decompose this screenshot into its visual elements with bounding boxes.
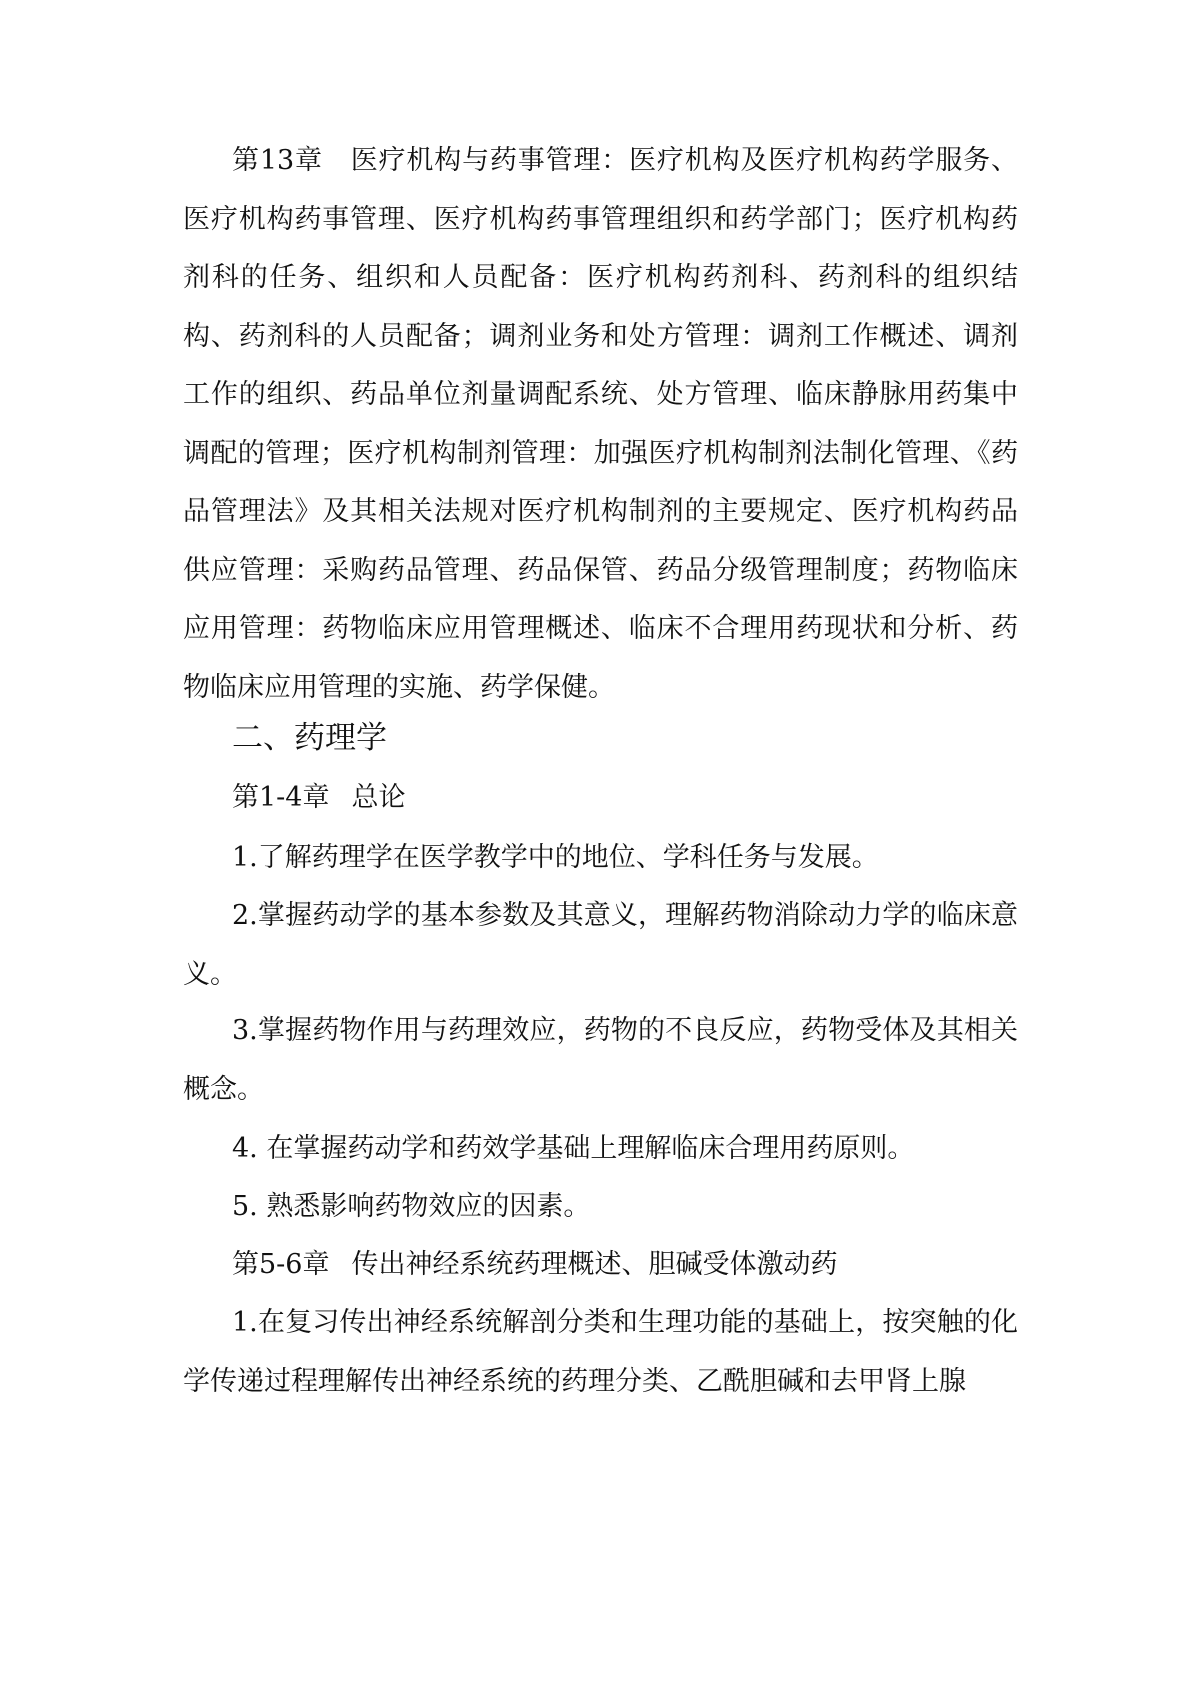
chapter-1-4-label: 第1-4章 bbox=[232, 782, 330, 813]
chapter-5-6-label: 第5-6章 bbox=[232, 1249, 330, 1280]
list-item-4: 4. 在掌握药动学和药效学基础上理解临床合理用药原则。 bbox=[232, 1133, 915, 1164]
chapter-1-4-heading bbox=[232, 769, 405, 828]
list-item-1: 1.了解药理学在医学教学中的地位、学科任务与发展。 bbox=[232, 842, 879, 873]
chapter-1-4-title: 总论 bbox=[351, 782, 406, 813]
list-item-2: 2.掌握药动学的基本参数及其意义，理解药物消除动力学的临床意义。 bbox=[183, 900, 1018, 990]
chapter-13-paragraph: 第13章 医疗机构与药事管理：医疗机构及医疗机构药学服务、医疗机构药事管理、医疗机构药事管理组织和药学部门；医疗机构药剂科的任务、组织和人员配备：医疗机构药剂科、药剂科的组织结构、药剂科的人员配备；调剂业务和处方管理：调剂工作概述、调剂工作的组织、药品单位剂量调配系统、处方管理、临床静脉用药集中调配的管理；医疗机构制剂管理：加强医疗机构制剂法制化管理、《药品管理法》及其相关法规对医疗机构制剂的主要规定、医疗机构药品供应管理：采购药品管理、药品保管、药品分级管理制度；药物临床应用管理：药物临床应用管理概述、临床不合理用药现状和分析、药物临床应用管理的实施、药学保健。 bbox=[183, 145, 1018, 703]
list-item-5: 5. 熟悉影响药物效应的因素。 bbox=[232, 1191, 591, 1222]
list-item-3: 3.掌握药物作用与药理效应，药物的不良反应，药物受体及其相关概念。 bbox=[183, 1015, 1018, 1105]
document-page bbox=[183, 0, 1018, 1684]
section-heading: 二、药理学 bbox=[232, 720, 387, 756]
chapter-5-6-heading bbox=[232, 1236, 837, 1295]
chapter-5-6-title: 传出神经系统药理概述、胆碱受体激动药 bbox=[351, 1249, 838, 1280]
chapter-5-6-item-1: 1.在复习传出神经系统解剖分类和生理功能的基础上，按突触的化学传递过程理解传出神经系统的药理分类、乙酰胆碱和去甲肾上腺 bbox=[183, 1307, 1018, 1397]
